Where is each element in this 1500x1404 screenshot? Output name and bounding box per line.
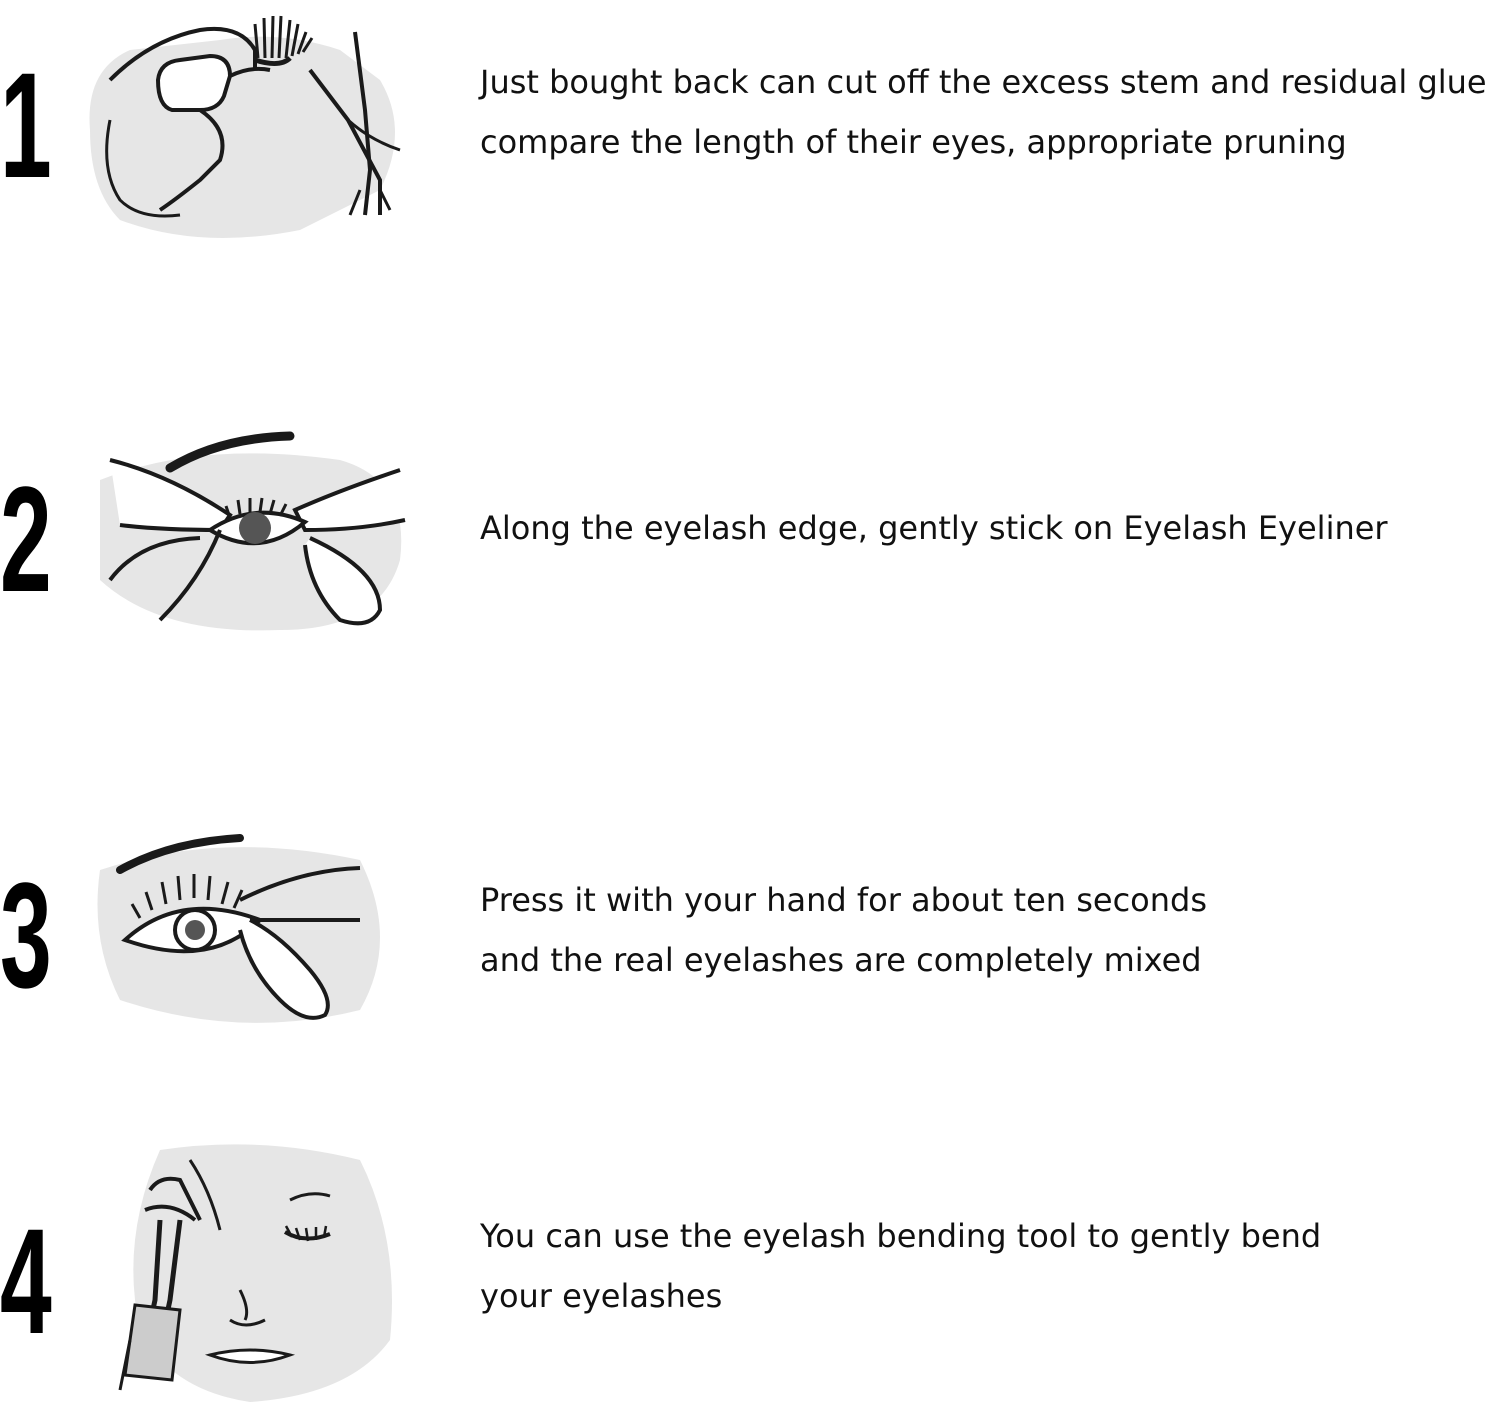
step-number: 4 (0, 1197, 52, 1365)
step-3-line-1: Press it with your hand for about ten seconds (480, 881, 1207, 919)
step-4 (0, 1140, 1500, 1404)
step-number: 1 (0, 41, 52, 209)
finger-press-lash-illustration (80, 820, 400, 1040)
step-4-line-2: your eyelashes (480, 1277, 723, 1315)
step-3-text (480, 870, 1495, 990)
step-number: 2 (0, 455, 52, 623)
step-3-line-2: and the real eyelashes are completely mixed (480, 941, 1202, 979)
lash-curler-face-illustration (100, 1140, 420, 1404)
step-number: 3 (0, 851, 52, 1019)
fingers-apply-lash-illustration (80, 420, 420, 640)
step-2-text (480, 498, 1495, 558)
step-3 (0, 810, 1500, 1050)
step-1-line-2: compare the length of their eyes, appropriate pruning (480, 123, 1347, 161)
step-2-line-1: Along the eyelash edge, gently stick on Eyelash Eyeliner (480, 509, 1388, 547)
hand-scissors-trim-lash-illustration (80, 10, 440, 250)
step-1-text (480, 52, 1495, 172)
step-4-text (480, 1206, 1495, 1326)
step-4-line-1: You can use the eyelash bending tool to gently bend (480, 1217, 1322, 1255)
step-2 (0, 410, 1500, 650)
step-1-line-1: Just bought back can cut off the excess stem and residual glue (480, 63, 1487, 101)
step-1 (0, 0, 1500, 300)
